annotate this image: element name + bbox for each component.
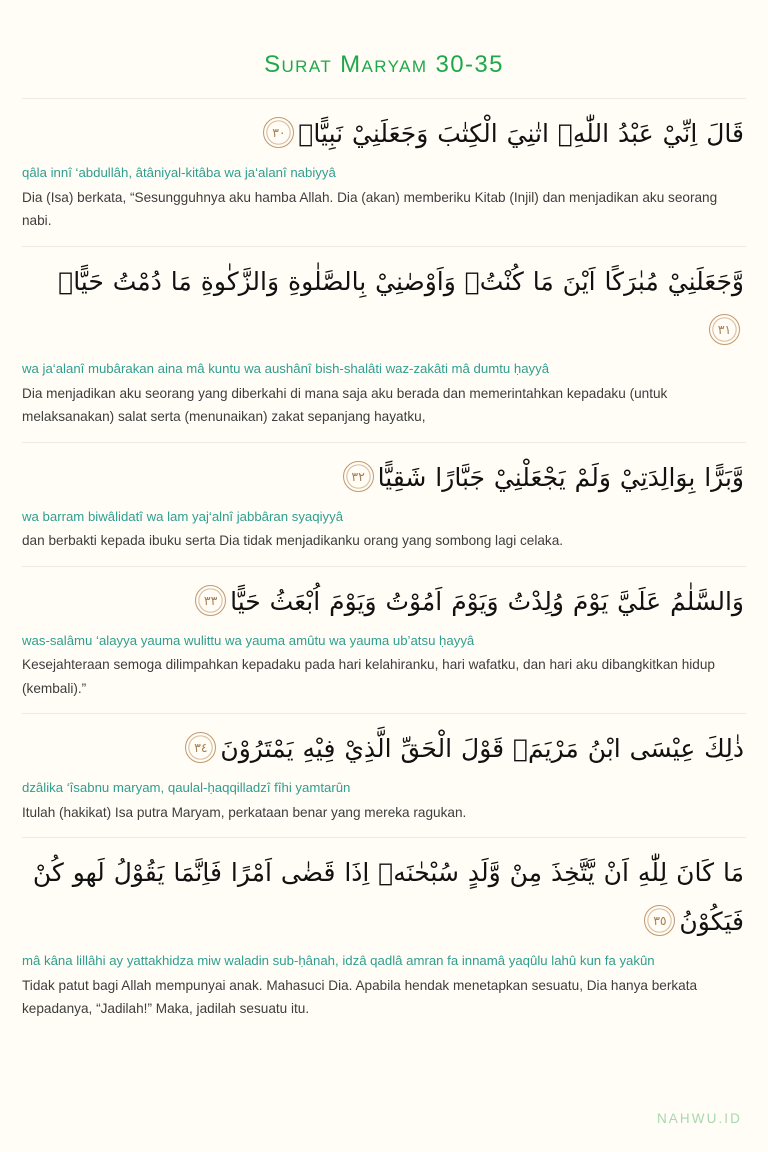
site-watermark: NAHWU.ID	[656, 1111, 742, 1126]
ayah-number-marker-31: ٣١	[709, 314, 740, 345]
arabic-words: ذٰلِكَ عِيْسَى ابْنُ مَرْيَمَۚ قَوْلَ الْحَقِّ الَّذِيْ فِيْهِ يَمْتَرُوْنَ	[220, 734, 744, 764]
transliteration-31: wa ja‘alanî mubârakan aina mâ kuntu wa aushânî bish-shalâti waz-zakâti mâ dumtu ḥayyâ	[22, 361, 550, 377]
ayah-number-marker-33: ٣٣	[195, 585, 226, 616]
arabic-text-35	[22, 849, 746, 947]
translation-30: Dia (Isa) berkata, “Sesungguhnya aku hamba Allah. Dia (akan) memberiku Kitab (Injil) dan menjadikan aku seorang nabi.	[22, 190, 718, 229]
transliteration-34: dzâlika ‘îsabnu maryam, qaulal-ḥaqqilladzî fîhi yamtarûn	[22, 779, 351, 795]
verse-block-33	[22, 566, 746, 713]
translation-31: Dia menjadikan aku seorang yang diberkahi di mana saja aku berada dan memerintahkan kepadaku (untuk melaksanakan) salat serta (menunaikan) zakat sepanjang hayatku,	[22, 386, 668, 425]
arabic-words: مَا كَانَ لِلّٰهِ اَنْ يَّتَّخِذَ مِنْ وَّلَدٍ سُبْحٰنَهۖ اِذَا قَضٰى اَمْرًا فَاِنَّمَا يَقُوْلُ لَهو كُنْ فَيَكُوْنُ	[32, 858, 744, 936]
page-title: Surat Maryam 30-35	[264, 51, 504, 78]
transliteration-30: qâla innî ‘abdullâh, âtâniyal-kitâba wa ja‘alanî nabiyyâ	[22, 165, 336, 181]
arabic-text-32	[22, 454, 746, 503]
arabic-text-30	[22, 110, 746, 159]
verse-block-31	[22, 246, 746, 442]
verse-block-35	[22, 837, 746, 1033]
arabic-text-31	[22, 258, 746, 356]
verse-list	[0, 98, 768, 1152]
ayah-number-marker-30: ٣٠	[263, 117, 294, 148]
verse-block-32	[22, 442, 746, 566]
transliteration-32: wa barram biwâlidatî wa lam yaj‘alnî jabbâran syaqiyyâ	[22, 508, 344, 524]
verse-block-34	[22, 713, 746, 837]
translation-35: Tidak patut bagi Allah mempunyai anak. Mahasuci Dia. Apabila hendak menetapkan sesuatu, Dia hanya berkata kepadanya, “Jadilah!” Maka, jadilah sesuatu itu.	[22, 977, 698, 1016]
arabic-words: وَّجَعَلَنِيْ مُبٰرَكًا اَيْنَ مَا كُنْتُۚ وَاَوْصٰنِيْ بِالصَّلٰوةِ وَالزَّكٰوةِ مَا دُمْتُ حَيًّاۚ	[58, 266, 744, 296]
arabic-words: قَالَ اِنِّيْ عَبْدُ اللّٰهِۡ اتٰنِيَ الْكِتٰبَ وَجَعَلَنِيْ نَبِيًّاۚ	[298, 119, 744, 149]
ayah-number-marker-32: ٣٢	[343, 461, 374, 492]
verse-block-30	[22, 98, 746, 245]
transliteration-33: was-salâmu ‘alayya yauma wulittu wa yauma amûtu wa yauma ub’atsu ḥayyâ	[22, 632, 475, 648]
ayah-number-marker-34: ٣٤	[185, 732, 216, 763]
arabic-words: وَّبَرًّا بِوَالِدَتِيْ وَلَمْ يَجْعَلْنِيْ جَبَّارًا شَقِيًّا	[377, 462, 744, 492]
translation-32: dan berbakti kepada ibuku serta Dia tidak menjadikanku orang yang sombong lagi celaka.	[22, 533, 564, 549]
page-header	[0, 0, 768, 98]
transliteration-35: mâ kâna lillâhi ay yattakhidza miw waladin sub-ḥânah, idzâ qadlâ amran fa innamâ yaqûlu lahû kun fa yakûn	[22, 952, 655, 968]
arabic-text-33	[22, 578, 746, 627]
arabic-text-34	[22, 725, 746, 774]
arabic-words: وَالسَّلٰمُ عَلَيَّ يَوْمَ وُلِدْتُ وَيَوْمَ اَمُوْتُ وَيَوْمَ اُبْعَثُ حَيًّا	[230, 586, 744, 616]
translation-33: Kesejahteraan semoga dilimpahkan kepadaku pada hari kelahiranku, hari wafatku, dan hari aku dibangkitkan hidup (kembali).”	[22, 657, 715, 696]
translation-34: Itulah (hakikat) Isa putra Maryam, perkataan benar yang mereka ragukan.	[22, 804, 467, 820]
ayah-number-marker-35: ٣٥	[644, 905, 675, 936]
